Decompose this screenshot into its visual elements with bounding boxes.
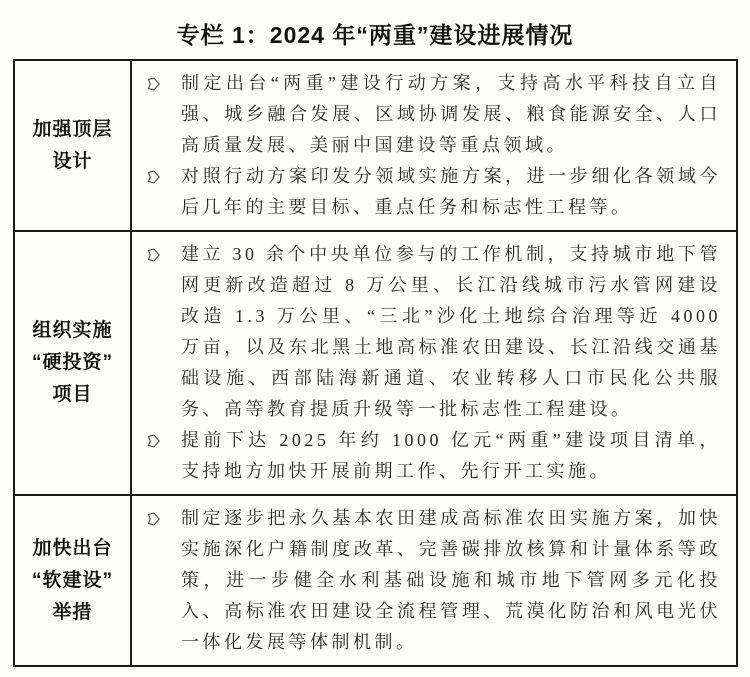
bullet-text: 制定逐步把永久基本农田建成高标准农田实施方案，加快实施深化户籍制度改革、完善碳排放核算和计量体系等政策，进一步健全水利基础设施和城市地下管网多元化投入、高标准农田建设全流程管理、荒漠化防治和风电光伏一体化发展等体制机制。 bbox=[181, 508, 721, 652]
row-label bbox=[15, 496, 132, 665]
row-content bbox=[132, 232, 736, 494]
bullet-item bbox=[146, 425, 721, 487]
table-row-soft-construction bbox=[15, 494, 736, 665]
row-label-line: 设计 bbox=[52, 150, 93, 172]
row-label-line: 举措 bbox=[52, 601, 93, 623]
row-label bbox=[15, 232, 132, 494]
row-label bbox=[15, 61, 132, 230]
arrow-pentagon-bullet-icon bbox=[146, 503, 181, 527]
row-label-line: 项目 bbox=[52, 384, 93, 405]
page-title: 专栏 1：2024 年“两重”建设进展情况 bbox=[176, 22, 574, 48]
arrow-pentagon-bullet-icon bbox=[146, 68, 181, 92]
bullet-text: 建立 30 余个中央单位参与的工作机制，支持城市地下管网更新改造超过 8 万公里、长江沿线城市污水管网建设改造 1.3 万公里、“三北”沙化土地综合治理等近 4000 万亩，以及东北黑土地高标准农田建设、长江沿线交通基础设施、西部陆海新通道、农业转移人口市民化公共服务、高等教育提质升级等一批标志性工程建设。 bbox=[181, 244, 721, 419]
arrow-pentagon-bullet-icon bbox=[146, 239, 181, 263]
row-label-line: 组织实施 bbox=[32, 320, 113, 341]
arrow-pentagon-bullet-icon bbox=[146, 425, 181, 449]
arrow-pentagon-bullet-icon bbox=[146, 161, 181, 185]
row-content bbox=[132, 496, 736, 665]
bullet-item bbox=[146, 68, 721, 161]
bullet-text: 提前下达 2025 年约 1000 亿元“两重”建设项目清单，支持地方加快开展前期工作、先行开工实施。 bbox=[181, 430, 721, 481]
bullet-item bbox=[146, 239, 721, 425]
bullet-item bbox=[146, 503, 721, 658]
row-label-line: “硬投资” bbox=[31, 352, 113, 373]
row-content bbox=[132, 61, 736, 230]
progress-table bbox=[13, 59, 738, 667]
row-label-line: 加强顶层 bbox=[32, 118, 113, 140]
bullet-text: 制定出台“两重”建设行动方案，支持高水平科技自立自强、城乡融合发展、区域协调发展、粮食能源安全、人口高质量发展、美丽中国建设等重点领域。 bbox=[181, 73, 721, 155]
table-row-hard-investment bbox=[15, 230, 736, 494]
row-label-line: 加快出台 bbox=[32, 537, 113, 559]
table-row-top-design bbox=[15, 61, 736, 230]
bullet-text: 对照行动方案印发分领域实施方案，进一步细化各领域今后几年的主要目标、重点任务和标志性工程等。 bbox=[181, 166, 721, 217]
bullet-item bbox=[146, 161, 721, 223]
row-label-line: “软建设” bbox=[31, 569, 113, 591]
